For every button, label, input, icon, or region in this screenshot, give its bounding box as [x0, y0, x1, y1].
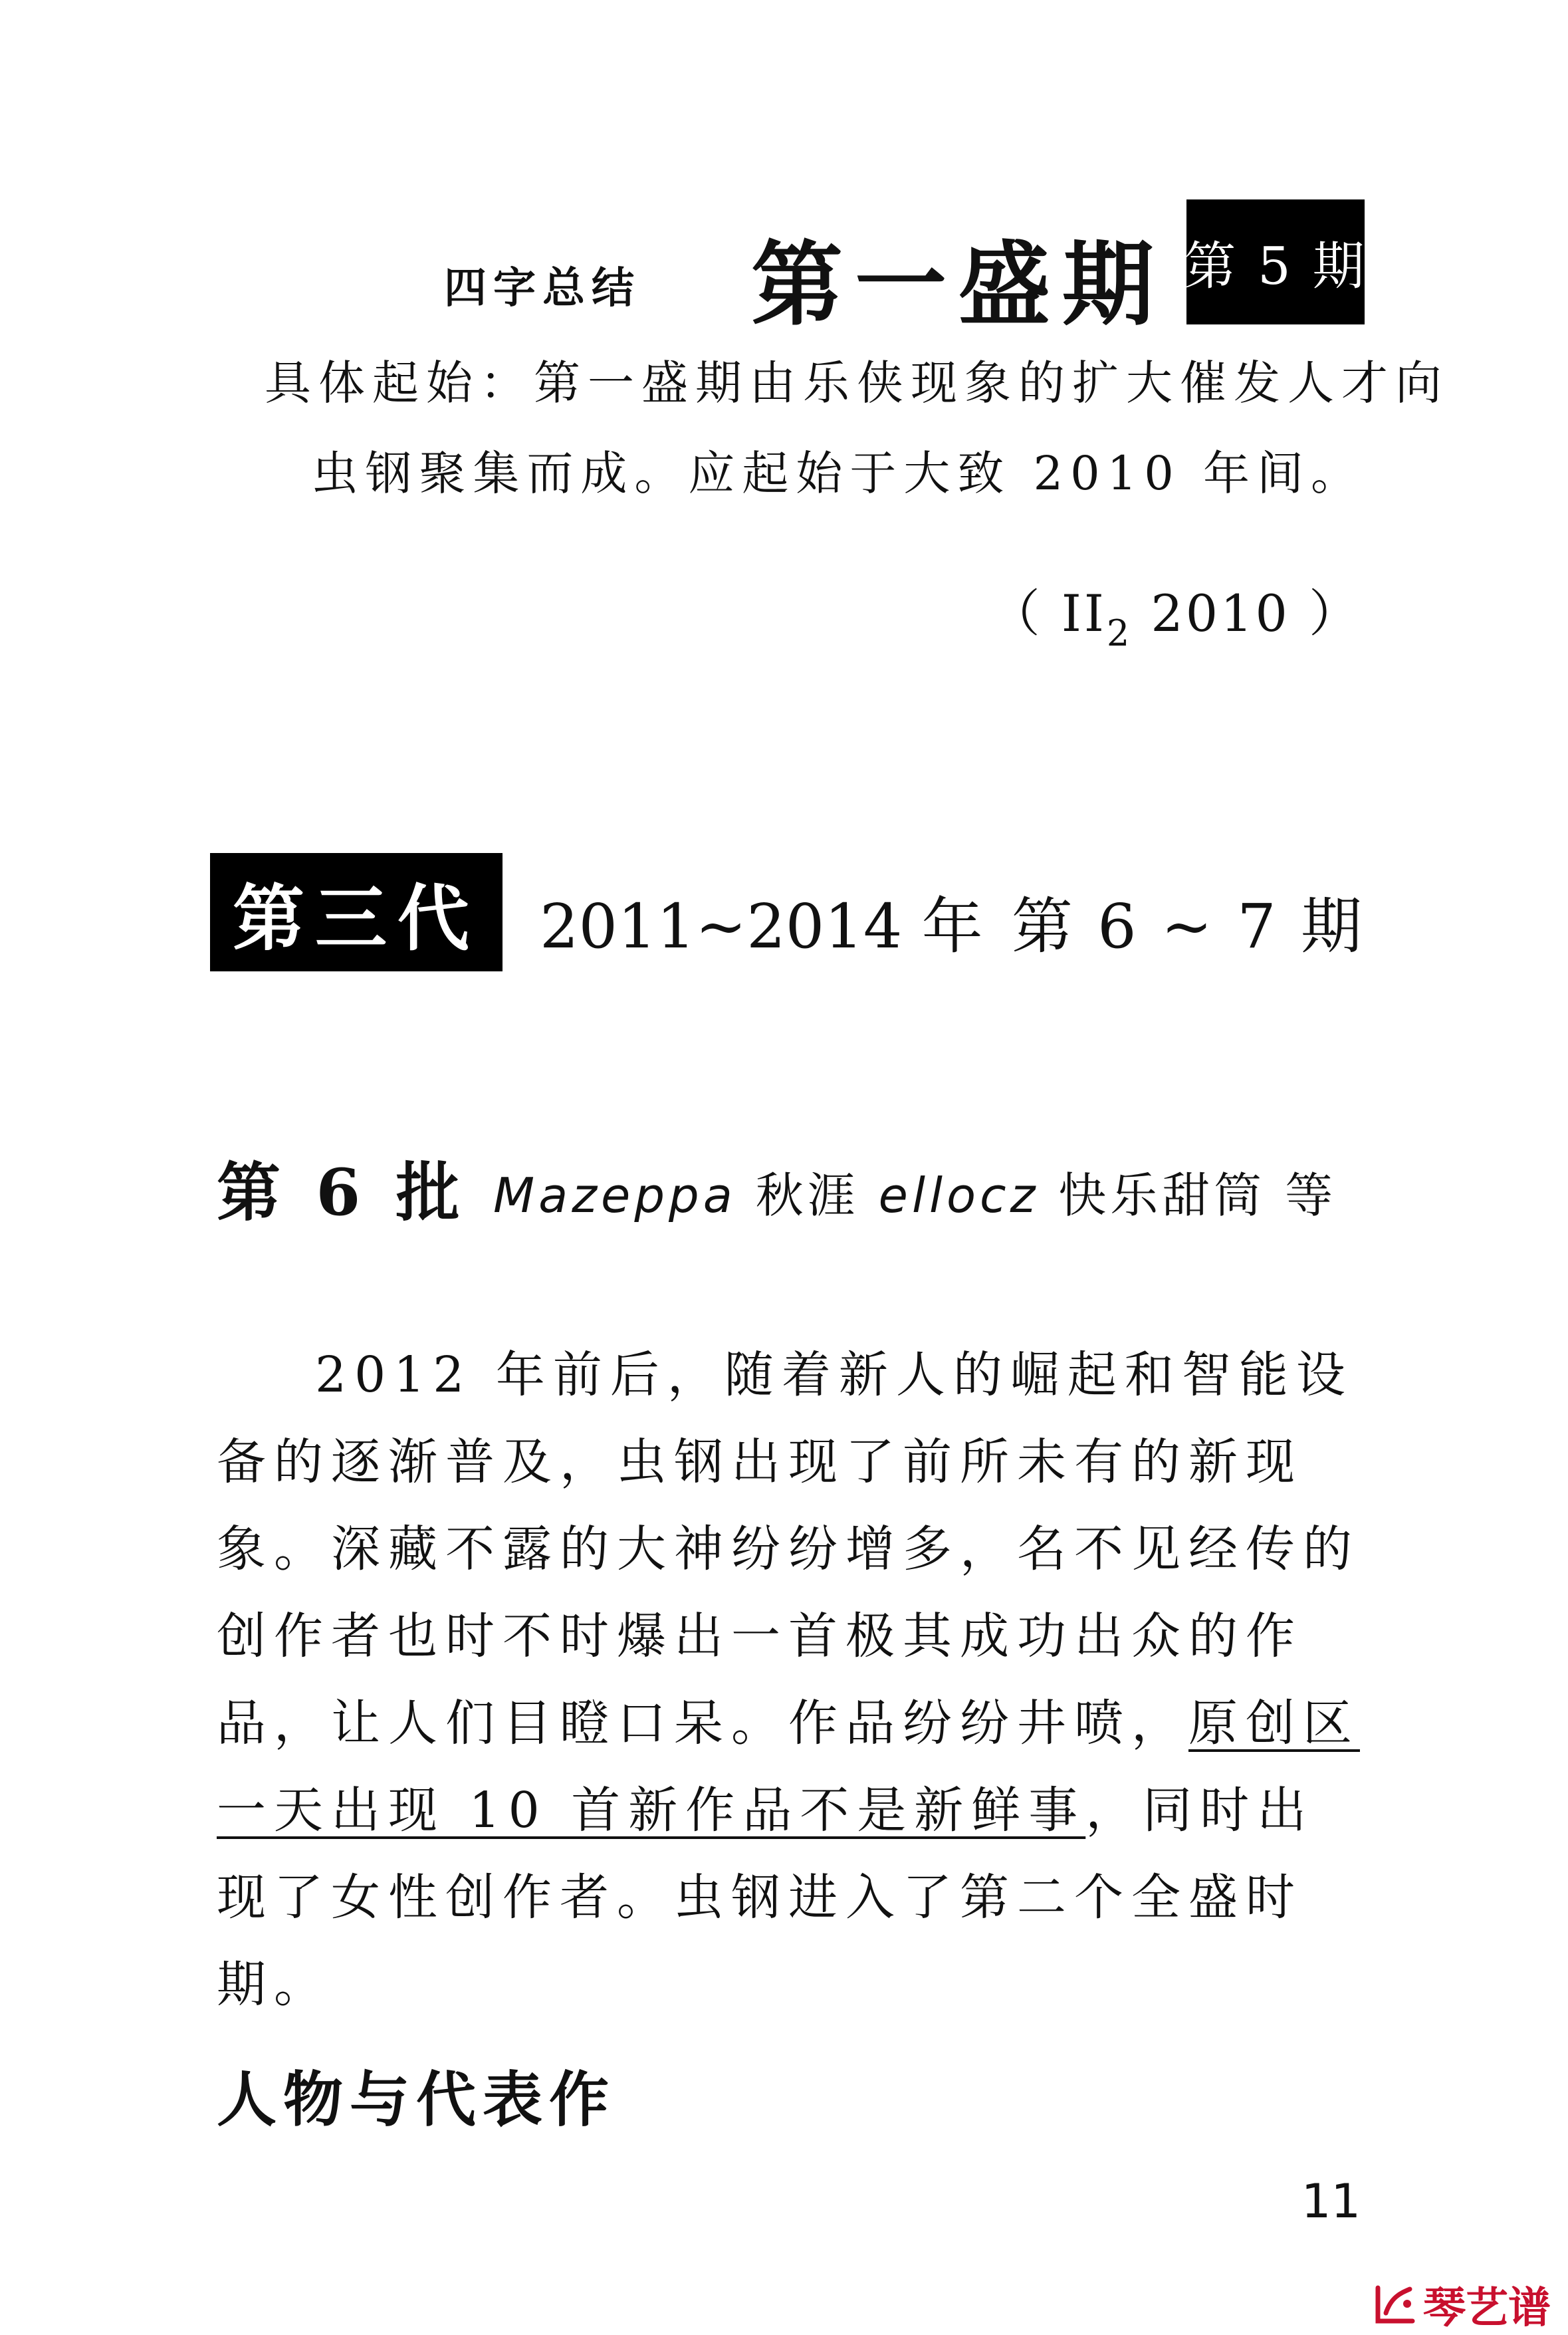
code-rest: 2010 ）	[1132, 584, 1362, 643]
period-intro-line-2: 虫钢聚集而成。应起始于大致 2010 年间。	[311, 446, 1365, 501]
generation-years: 2011~2014 年	[540, 891, 983, 962]
member-mazeppa: Mazeppa	[493, 1168, 736, 1223]
period-title: 第一盛期	[751, 230, 1167, 338]
paragraph-part-1: 2012 年前后，随着新人的崛起和智能设备的逐渐普及，虫钢出现了前所未有的新现象。深藏不露的大神纷纷增多，名不见经传的创作者也时不时爆出一首极其成功出众的作品，让人们目瞪口呆。作品纷纷井喷，	[217, 1346, 1360, 1752]
batch-title: 第 6 批	[217, 1155, 467, 1230]
logo-mark-icon	[1374, 2284, 1418, 2325]
generation-label-box	[210, 853, 503, 971]
watermark-logo	[1374, 2274, 1551, 2335]
period-intro-line-1: 具体起始：第一盛期由乐侠现象的扩大催发人才向	[265, 356, 1449, 410]
summary-label: 四字总结	[444, 263, 641, 313]
member-ellocz: ellocz	[878, 1168, 1040, 1223]
people-heading: 人物与代表作	[217, 2064, 616, 2135]
member-qiuya: 秋涯	[736, 1168, 879, 1223]
code-open: （ II	[989, 584, 1107, 643]
body-paragraph	[217, 1332, 1367, 2028]
issue-badge	[1186, 199, 1365, 324]
page-number: 11	[1301, 2174, 1361, 2229]
batch-members	[493, 1157, 1337, 1226]
member-rest: 快乐甜筒 等	[1039, 1168, 1337, 1223]
paragraph-part-2: ，同时出现了女性创作者。虫钢进入了第二个全盛时期。	[217, 1782, 1315, 2013]
watermark-text: 琴艺谱	[1423, 2284, 1551, 2333]
issue-badge-text: 第 5 期	[1184, 237, 1367, 297]
generation-label: 第三代	[232, 876, 480, 961]
generation-issues: 第 6 ~ 7 期	[1011, 891, 1365, 962]
paragraph-underlined: 原创区一天出现 10 首新作品不是新鲜事	[217, 1695, 1360, 1839]
code-subscript: 2	[1106, 612, 1133, 654]
period-code	[990, 573, 1362, 654]
